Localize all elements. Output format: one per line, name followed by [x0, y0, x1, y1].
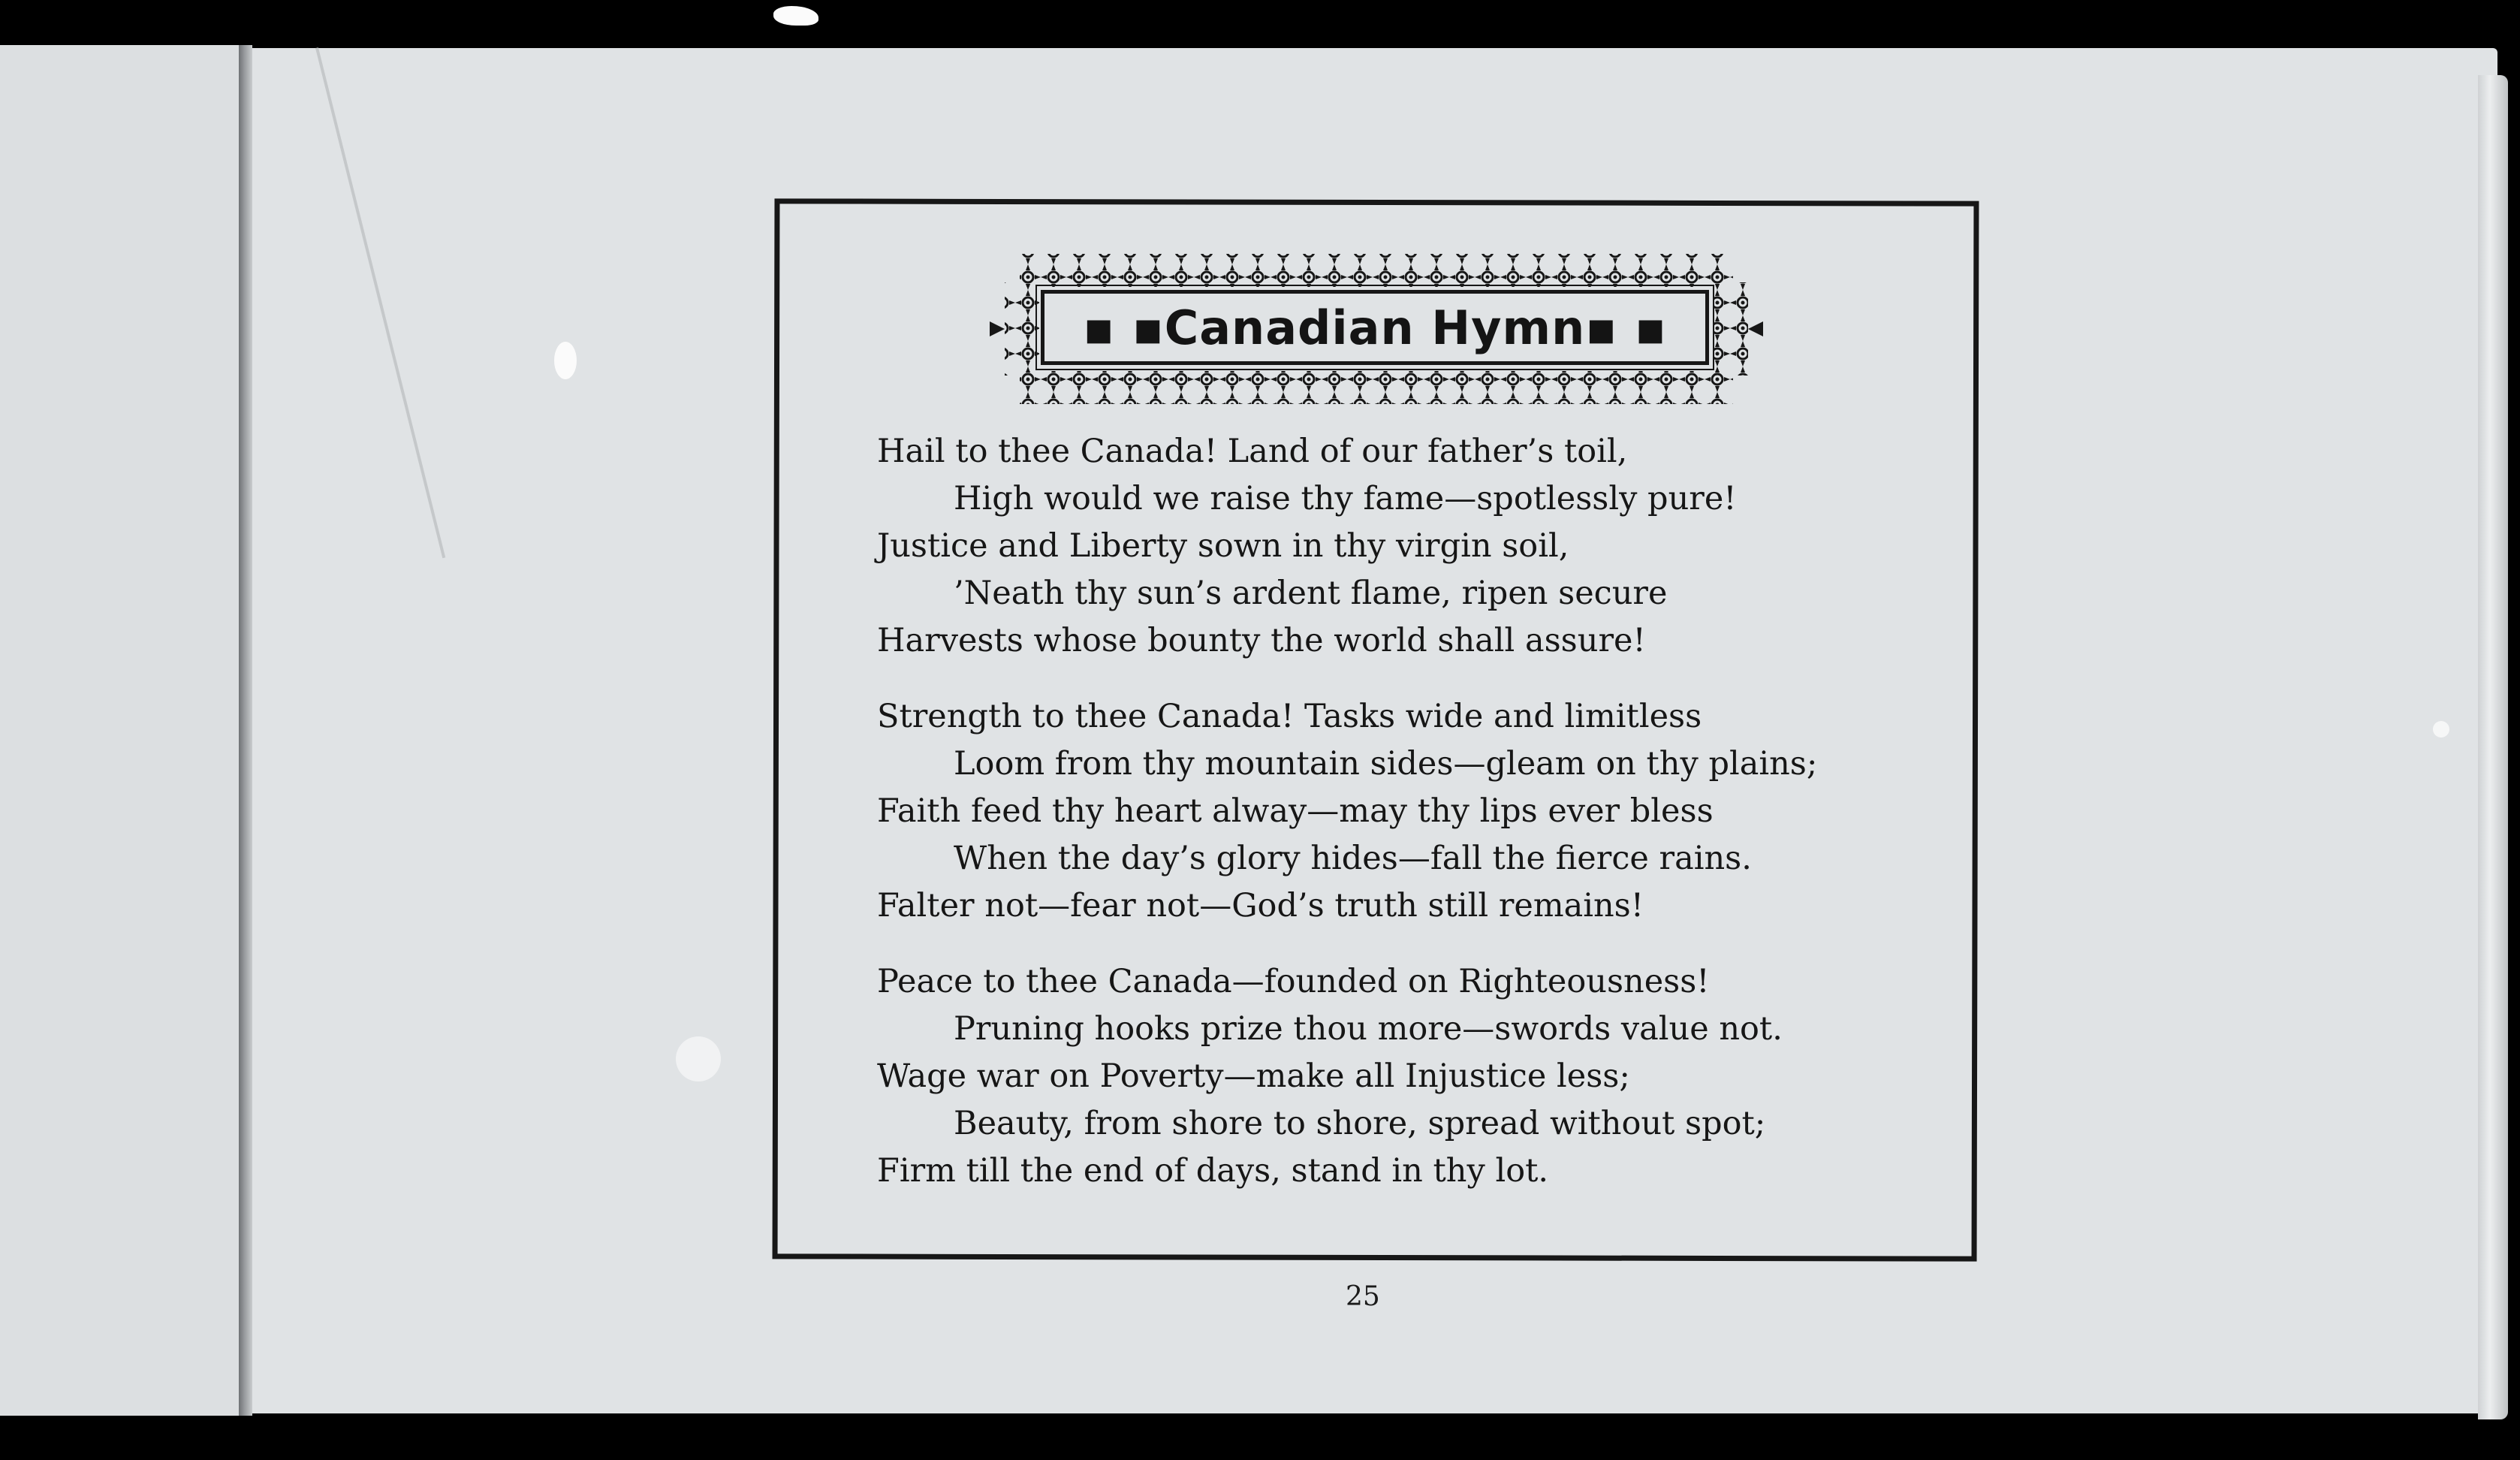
title-bullets-left: ▪ ▪ [1083, 300, 1165, 355]
stanza-1 [877, 428, 1943, 665]
stanza-3 [877, 958, 1943, 1195]
dust-speck [2433, 721, 2449, 738]
title-bullets-right: ▪ ▪ [1585, 300, 1667, 355]
dust-speck [554, 342, 577, 379]
title-banner [990, 239, 1763, 419]
poem-line: Loom from thy mountain sides—gleam on thy plains; [954, 745, 1818, 783]
poem-title: Canadian Hymn [1164, 300, 1586, 355]
dust-speck [676, 1036, 721, 1081]
poem-line: Falter not—fear not—God’s truth still remains! [877, 887, 1644, 925]
page-edge [2478, 75, 2508, 1419]
poem-line: Beauty, from shore to shore, spread without spot; [954, 1105, 1766, 1142]
poem-line: When the day’s glory hides—fall the fierce rains. [954, 840, 1752, 877]
poem-line: Harvests whose bounty the world shall assure! [877, 622, 1646, 659]
dust-speck [773, 6, 818, 26]
poem-line: ’Neath thy sun’s ardent flame, ripen secure [954, 575, 1668, 612]
title-box [1041, 290, 1709, 365]
poem-line: Wage war on Poverty—make all Injustice less; [877, 1057, 1630, 1095]
left-leaf [0, 45, 240, 1416]
poem-line: Hail to thee Canada! Land of our father’s toil, [877, 433, 1628, 470]
poem-line: Justice and Liberty sown in thy virgin soil, [877, 527, 1569, 565]
poem-line: Peace to thee Canada—founded on Righteousness! [877, 963, 1710, 1000]
page-number: 25 [1346, 1281, 1380, 1312]
poem-body [877, 428, 1943, 1223]
poem-line: Firm till the end of days, stand in thy lot. [877, 1152, 1549, 1190]
stanza-2 [877, 693, 1943, 930]
poem-line: Pruning hooks prize thou more—swords value not. [954, 1010, 1783, 1048]
book-gutter [239, 45, 252, 1416]
poem-line: Strength to thee Canada! Tasks wide and limitless [877, 698, 1702, 735]
poem-line: Faith feed thy heart alway—may thy lips ever bless [877, 792, 1714, 830]
poem-line: High would we raise thy fame—spotlessly pure! [954, 480, 1737, 517]
